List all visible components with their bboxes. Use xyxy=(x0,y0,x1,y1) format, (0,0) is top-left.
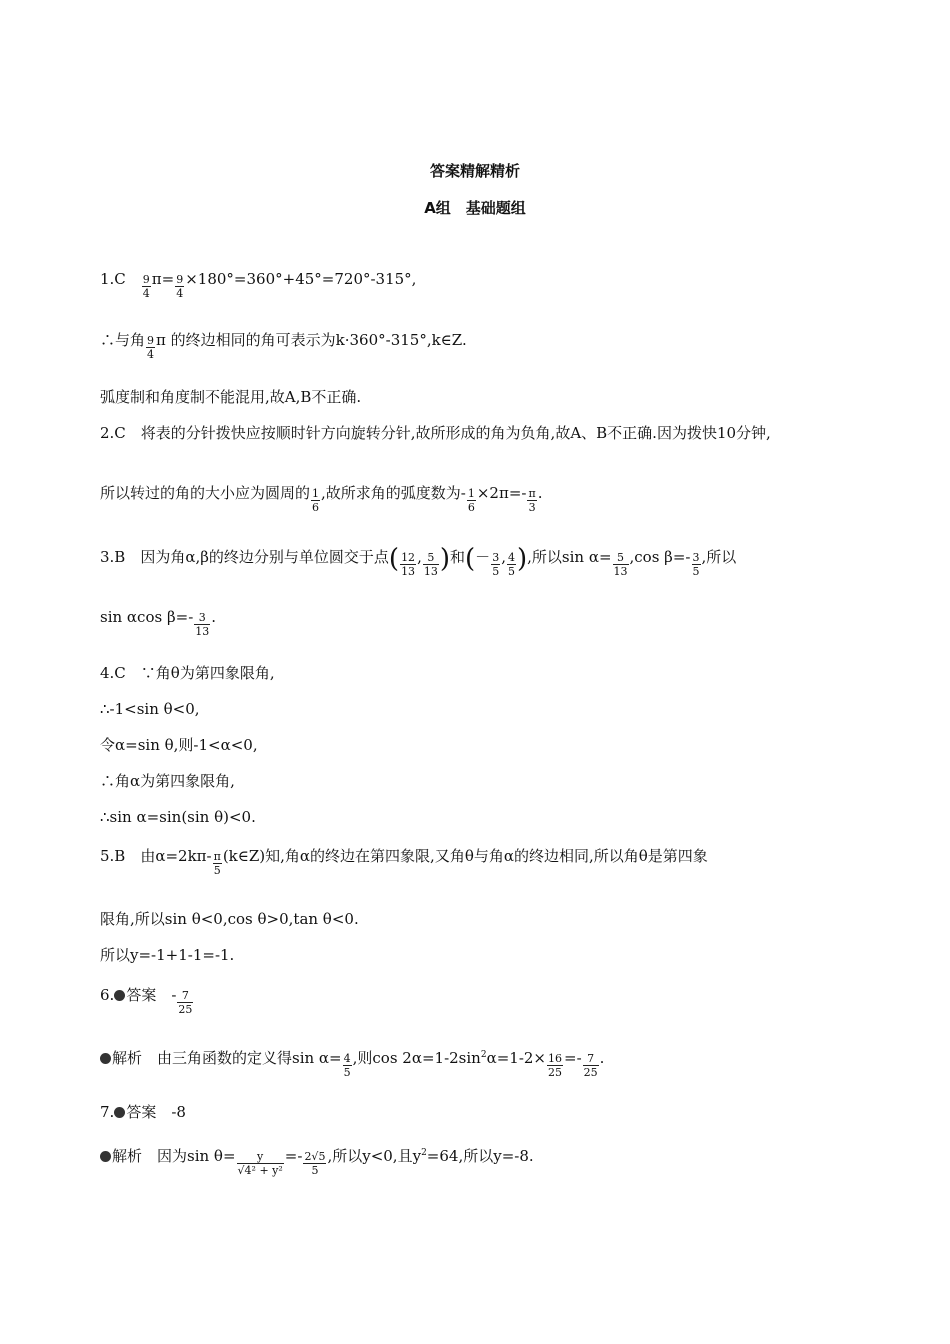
answer-4-line-4: ∴角α为第四象限角, xyxy=(100,772,235,790)
answer-7-line-2: 解析 因为sin θ= $\frac{y}{\text{√4² + y²}}$ =- $\frac{2√5}{5}$ ,所以y<0,且$y^2=64$,所以y=-8. xyxy=(100,1142,534,1177)
answer-4-line-2: ∴-1<sin θ<0, xyxy=(100,700,200,718)
answer-2-line-2: 所以转过的角的大小应为圆周的 $\frac{1}{6}$ ,故所求角的弧度数为- $\frac{1}{6}$ ×2π=- $\frac{\pi}{3}$ . xyxy=(100,484,543,514)
answer-3-line-1: 3.B 因为角α,β的终边分别与单位圆交于点( $\frac{12}{13}$ , $\frac{5}{13}$ )和(－ $\frac{3}{5}$ , $\frac{4}{5}$ ),所以sin α= $\frac{5}{13}$ ,cos β=- $\frac{3}{5}$ ,所以 xyxy=(100,544,737,578)
page-title: 答案精解精析 xyxy=(429,162,520,180)
answer-1-line-1: 1.C $\frac{9}{4}$ π= $\frac{9}{4}$ ×180°=360°+45°=720°-315°, xyxy=(100,270,417,300)
answer-2-line-1: 2.C 将表的分针拨快应按顺时针方向旋转分针,故所形成的角为负角,故A、B不正确.因为拨快10分钟, xyxy=(100,424,771,442)
answer-5-line-1: 5.B 由α=2kπ- $\frac{\pi}{5}$ (k∈Z)知,角α的终边在第四象限,又角θ与角α的终边相同,所以角θ是第四象 xyxy=(100,847,708,877)
answer-5-line-2: 限角,所以sin θ<0,cos θ>0,tan θ<0. xyxy=(100,910,359,928)
answer-5-line-3: 所以y=-1+1-1=-1. xyxy=(100,946,235,964)
bullet-icon xyxy=(100,1053,111,1064)
answer-1-line-2: ∴与角 $\frac{9}{4}$ π 的终边相同的角可表示为k·360°-315°,k∈Z. xyxy=(100,331,467,361)
bullet-icon xyxy=(114,990,125,1001)
section-subtitle: A组 基础题组 xyxy=(424,199,526,217)
bullet-icon xyxy=(100,1151,111,1162)
answer-6-line-1: 6. 答案 - $\frac{7}{25}$ xyxy=(100,986,193,1016)
answer-6-line-2: 解析 由三角函数的定义得sin α= $\frac{4}{5}$ ,则$\cos 2\alpha=1-2\sin^2\alpha=1-2\times$ $\frac{16}{25}$ =- $\frac{7}{25}$ . xyxy=(100,1044,604,1079)
answer-1-line-3: 弧度制和角度制不能混用,故A,B不正确. xyxy=(100,388,362,406)
answer-4-line-1: 4.C ∵角θ为第四象限角, xyxy=(100,664,275,682)
answer-4-line-3: 令α=sin θ,则-1<α<0, xyxy=(100,736,258,754)
bullet-icon xyxy=(114,1107,125,1118)
answer-7-line-1: 7. 答案 -8 xyxy=(100,1103,186,1121)
answer-3-line-2: sin αcos β=- $\frac{3}{13}$ . xyxy=(100,608,217,638)
answer-4-line-5: ∴sin α=sin(sin θ)<0. xyxy=(100,808,256,826)
